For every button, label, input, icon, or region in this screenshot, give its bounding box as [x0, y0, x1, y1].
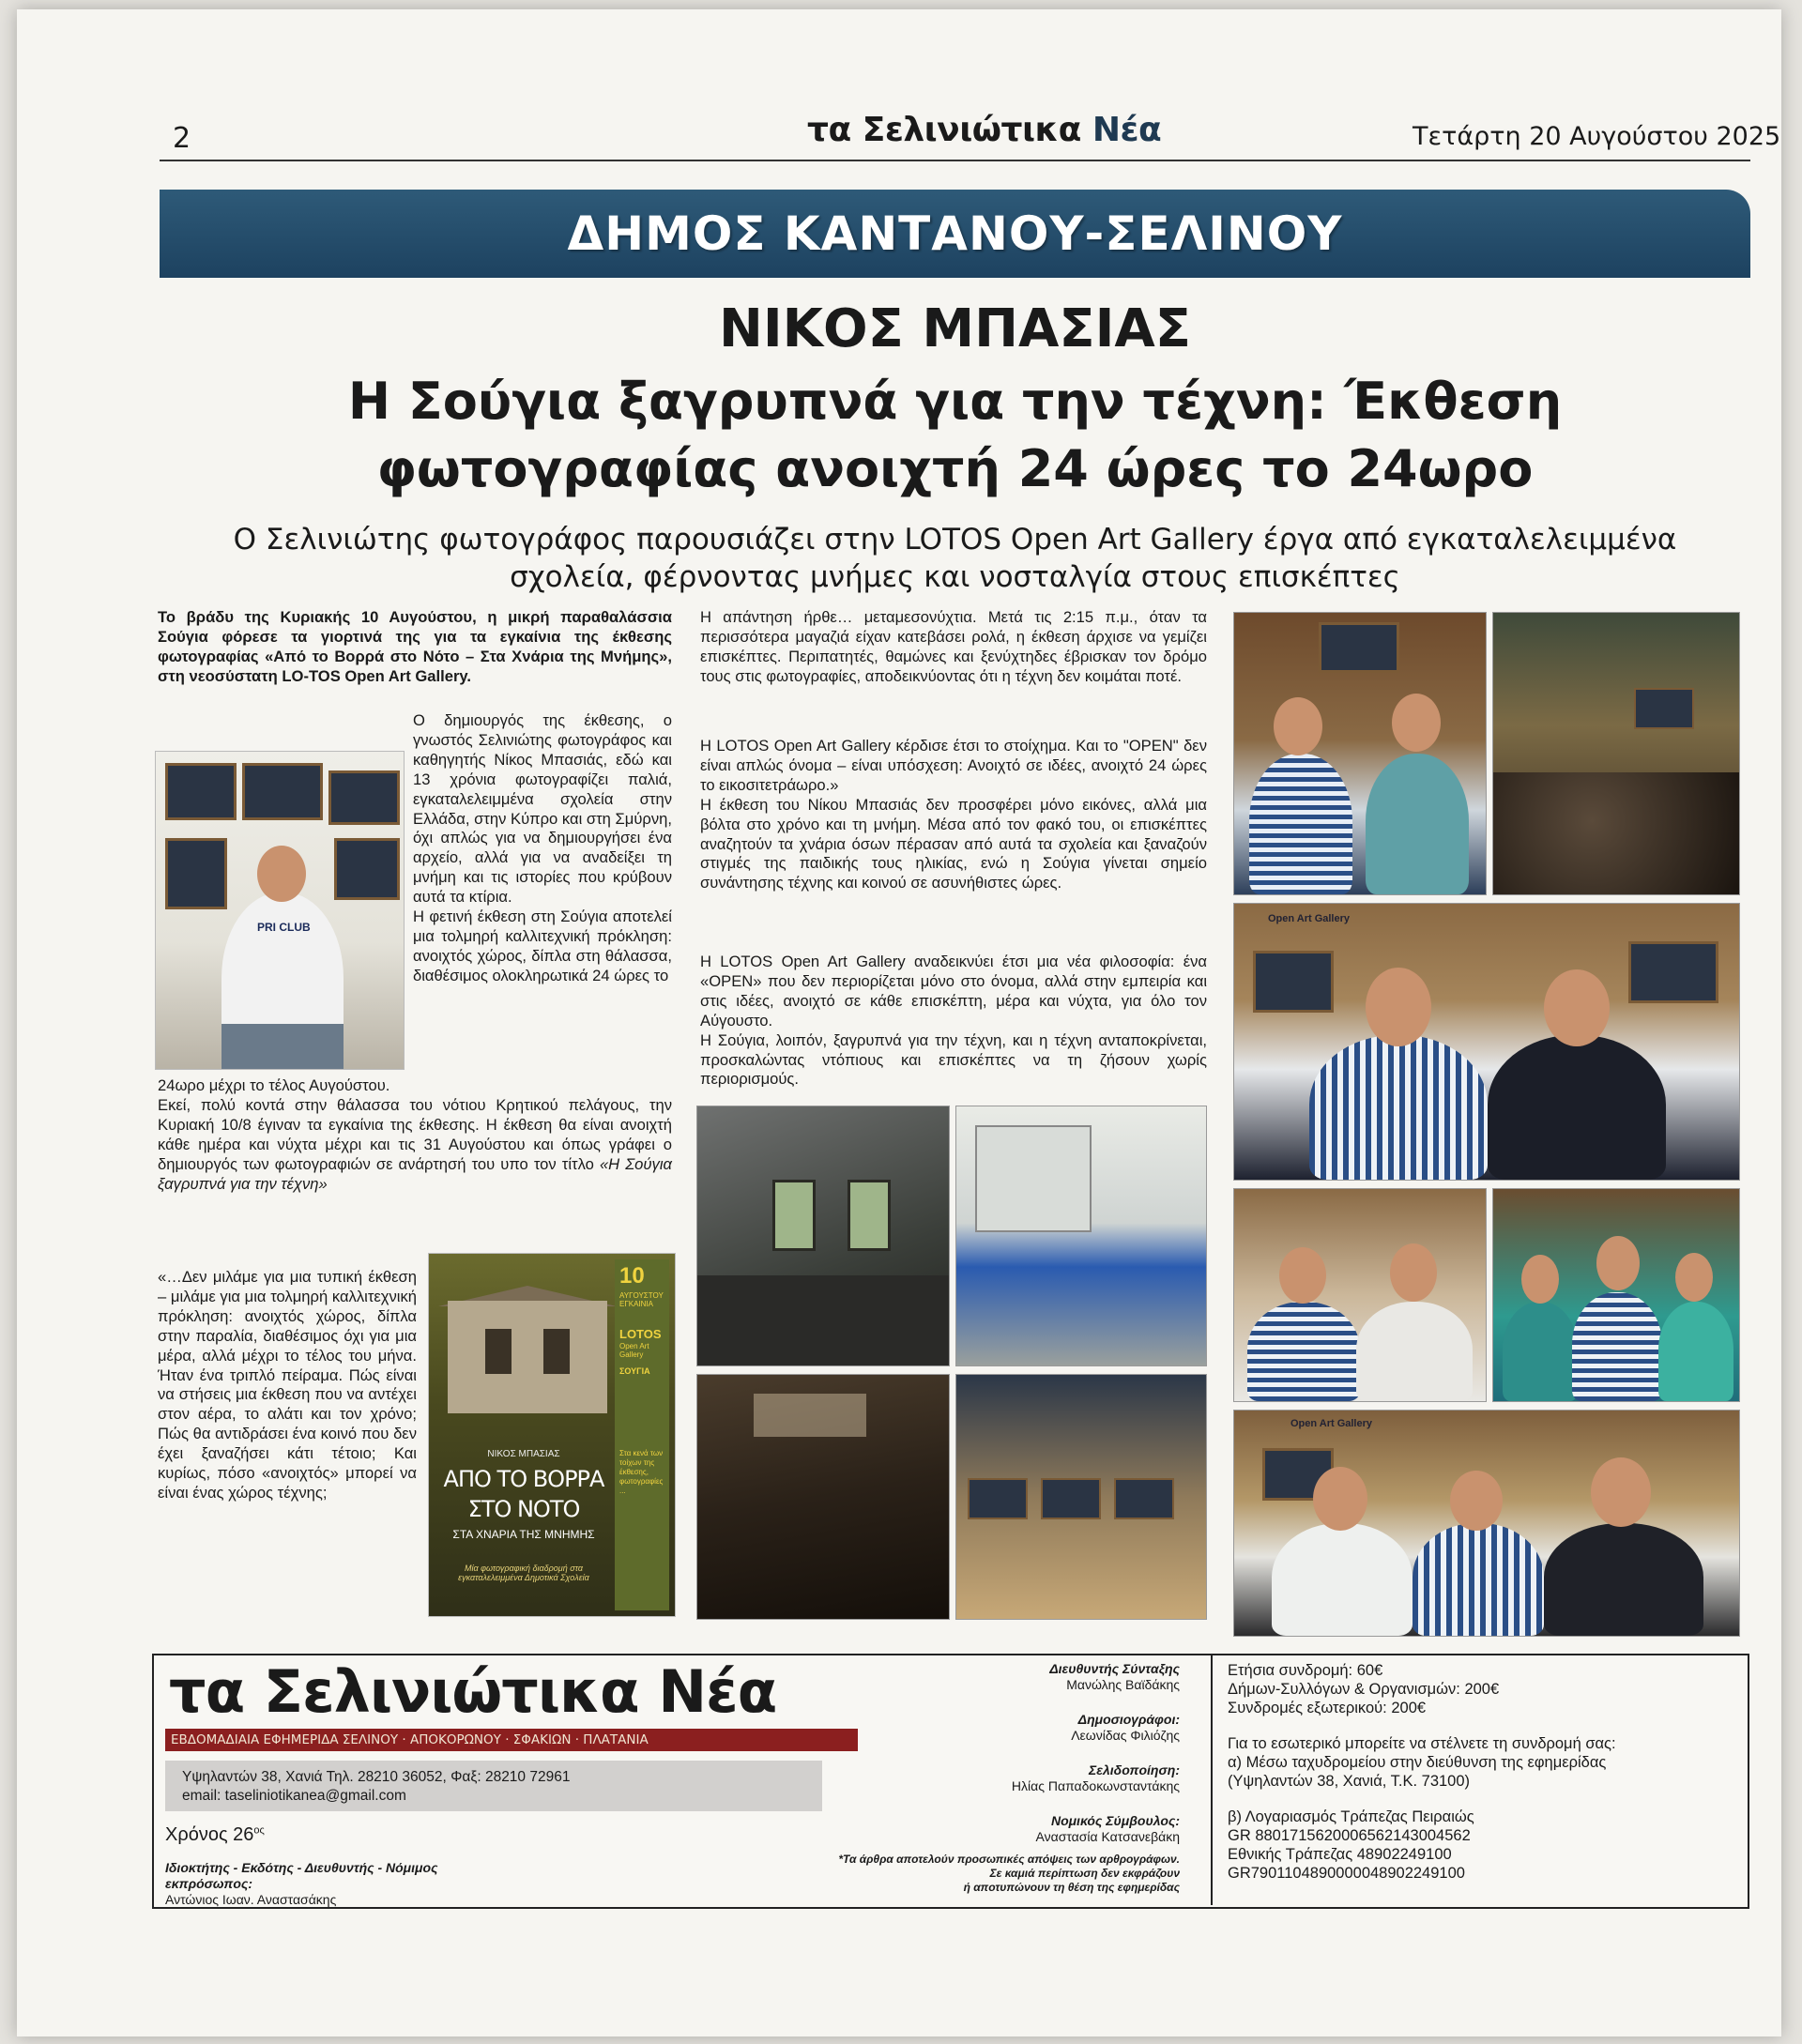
- quoted-title: «Η Σούγια ξαγρυπνά για την τέχνη»: [158, 1154, 672, 1193]
- poster-side-panel: [615, 1259, 669, 1610]
- header-rule: [160, 160, 1750, 161]
- masthead-part1: τα Σελινιώτικα: [807, 111, 1092, 149]
- staff-role: Διευθυντής Σύνταξης: [1049, 1661, 1180, 1676]
- spacer: [1228, 1791, 1734, 1808]
- person-face: [1591, 1457, 1651, 1527]
- sub-option-b: β) Λογαριασμός Τράπεζας Πειραιώς: [1228, 1808, 1474, 1825]
- sub-domestic-intro: Για το εσωτερικό μπορείτε να στέλνετε τη συνδρομή σας:: [1228, 1735, 1616, 1752]
- colophon-owner: [165, 1860, 447, 1908]
- wall-frame: [334, 838, 400, 900]
- window: [485, 1329, 512, 1374]
- sub-iban-piraeus: GR 8801715620006562143004562: [1228, 1827, 1471, 1844]
- photo-crowd-night: [1492, 612, 1740, 895]
- article-headline: [160, 368, 1750, 503]
- owner-role: Ιδιοκτήτης - Εκδότης - Διευθυντής - Νόμιμος εκπρόσωπος:: [165, 1860, 438, 1891]
- poster-venue: LOTOS: [619, 1327, 662, 1341]
- window: [848, 1180, 891, 1251]
- floor-debris: [697, 1275, 949, 1365]
- wall-frame: [968, 1478, 1028, 1519]
- colophon-subscriptions: [1228, 1661, 1734, 1883]
- wall-frame: [165, 763, 237, 820]
- window: [772, 1180, 816, 1251]
- article-subhead: [141, 521, 1769, 596]
- colophon-email: email: taseliniotikanea@gmail.com: [182, 1788, 406, 1804]
- photo-photographer-in-gallery: [155, 751, 405, 1070]
- staff-name: Λεωνίδας Φιλιόζης: [1071, 1728, 1180, 1743]
- person-face: [1596, 1236, 1640, 1290]
- sub-orgs: Δήμων-Συλλόγων & Οργανισμών: 200€: [1228, 1681, 1500, 1698]
- poster-school-building: [448, 1301, 607, 1413]
- colophon-disclaimer: [807, 1853, 1180, 1895]
- staff-role: Νομικός Σύμβουλος:: [1050, 1813, 1180, 1828]
- gallery-sign: Open Art Gallery: [1290, 1418, 1373, 1429]
- photo-abandoned-classroom: [696, 1106, 950, 1366]
- poster-author: ΝΙΚΟΣ ΜΠΑΣΙΑΣ: [487, 1449, 560, 1459]
- window: [975, 1125, 1092, 1232]
- poster-town: ΣΟΥΓΙΑ: [619, 1366, 650, 1376]
- person-face: [1366, 968, 1431, 1046]
- sub-iban-national: GR7901104890000048902249100: [1228, 1865, 1465, 1882]
- owner-name: Αντώνιος Ιωαν. Αναστασάκης: [165, 1892, 337, 1907]
- wall-frame: [1319, 622, 1399, 673]
- sub-abroad: Συνδρομές εξωτερικού: 200€: [1228, 1700, 1427, 1716]
- photographer-face: [257, 846, 306, 902]
- subhead-line-2: σχολεία, φέρνοντας μνήμες και νοσταλγία στους επισκέπτες: [510, 560, 1400, 594]
- year-suffix: ος: [253, 1824, 265, 1837]
- sub-option-a: α) Μέσω ταχυδρομείου στην διεύθυνση της εφημερίδας: [1228, 1754, 1607, 1771]
- person: [1488, 1035, 1666, 1180]
- staff-role: Δημοσιογράφοι:: [1077, 1712, 1180, 1727]
- sub-option-a-address: (Υψηλαντών 38, Χανιά, Τ.Κ. 73100): [1228, 1773, 1471, 1790]
- issue-date: Τετάρτη 20 Αυγούστου 2025: [1413, 122, 1781, 151]
- staff-entry: [845, 1762, 1180, 1794]
- staff-role: Σελιδοποίηση:: [1089, 1762, 1180, 1777]
- paragraph: Ο δημιουργός της έκθεσης, ο γνωστός Σελινιώτης φωτογράφος και καθηγητής Νίκος Μπασιάς, εδώ και 13 χρόνια φωτογραφίζει παλιά, εγκαταλελειμμένα σχολεία στην Ελλάδα, στην Κύπρο και στη Σμύρνη, όχι απλώς για να δημιουργήσει ένα αρχείο, αλλά για να αναδείξει τη μνήμη και τις ιστορίες που κρύβουν αυτά τα κτίρια.: [413, 711, 672, 907]
- wall-frame: [1041, 1478, 1101, 1519]
- paragraph: Η LOTOS Open Art Gallery αναδεικνύει έτσι μια νέα φιλοσοφία: ένα «OPEN» που δεν περιορίζεται μόνο στο όνομα, αλλά στην εμπειρία και στις ιδέες, ανοιχτό σε κάθε επισκέπτη, μέρα και νύχτα, για όλο τον Αύγουστο.: [700, 953, 1207, 1030]
- photo-two-men-smiling: [1233, 1188, 1487, 1402]
- staff-entry: [845, 1813, 1180, 1845]
- poster-title-line3: ΣΤΑ ΧΝΑΡΙΑ ΤΗΣ ΜΝΗΜΗΣ: [452, 1528, 595, 1541]
- person: [1413, 1523, 1544, 1636]
- masthead-part2: Νέα: [1092, 111, 1162, 149]
- window-light: [754, 1394, 866, 1437]
- person: [1503, 1302, 1578, 1401]
- person: [1247, 1302, 1360, 1401]
- person: [1544, 1523, 1703, 1636]
- window: [543, 1329, 570, 1374]
- photo-two-men-gallery: [1233, 612, 1487, 895]
- spacer: [1228, 1717, 1734, 1734]
- subhead-line-1: Ο Σελινιώτης φωτογράφος παρουσιάζει στην LOTOS Open Art Gallery έργα από εγκαταλελειμμένα: [233, 523, 1677, 557]
- person-face: [1675, 1253, 1713, 1302]
- staff-entry: [845, 1712, 1180, 1744]
- colophon-masthead: τα Σελινιώτικα Νέα: [169, 1657, 777, 1726]
- section-title: ΔΗΜΟΣ ΚΑΝΤΑΝΟΥ-ΣΕΛΙΝΟΥ: [567, 206, 1343, 261]
- person: [1272, 1523, 1413, 1636]
- photo-two-men-handshake: [1233, 903, 1740, 1181]
- wall-frame: [1114, 1478, 1174, 1519]
- person-face: [1313, 1467, 1367, 1531]
- colophon-address-box: [165, 1761, 822, 1811]
- page-number: 2: [173, 122, 191, 155]
- person: [1356, 1302, 1473, 1401]
- staff-name: Ηλίας Παπαδοκωνσταντάκης: [1011, 1778, 1180, 1793]
- person-face: [1392, 694, 1441, 752]
- column2-paragraph: [700, 737, 1207, 893]
- column2-paragraph: Η απάντηση ήρθε… μεταμεσονύχτια. Μετά τις 2:15 π.μ., όταν τα περισσότερα μαγαζιά είχαν κατεβάσει ρολά, η έκθεση άρχισε να γεμίζει επισκέπτες. Περιπατητές, θαμώνες και ξενύχτηδες έβρισκαν τον δρόμο τους στις φωτογραφίες, αποδεικνύοντας ότι η τέχνη δεν κοιμάται ποτέ.: [700, 608, 1207, 685]
- colophon-year: [165, 1824, 265, 1846]
- person: [1366, 754, 1469, 894]
- photo-gallery-wall: [955, 1374, 1207, 1620]
- column1-full-text: [158, 1076, 672, 1194]
- person: [1658, 1302, 1733, 1401]
- poster-side-text: Στα κενά των τοίχων της έκθεσης, φωτογραφίες ...: [619, 1449, 664, 1495]
- wall-frame: [165, 838, 227, 909]
- paragraph: Η έκθεση του Νίκου Μπασιάς δεν προσφέρει μόνο εικόνες, αλλά μια βόλτα στο χρόνο και τη μνήμη. Μέσα από τον φακό του, οι επισκέπτες αναζητούν τα χνάρια όσων πέρασαν από αυτά τα σχολεία και ξαναζούν στιγμές της παιδικής τους ηλικίας, ενώ η Σούγια γίνεται σημείο συνάντησης τέχνης και κοινού σε ασυνήθιστες ώρες.: [700, 795, 1207, 892]
- person-face: [1279, 1247, 1326, 1304]
- wall-frame: [242, 763, 323, 820]
- person: [1249, 754, 1352, 894]
- sub-bank-national: Εθνικής Τράπεζας 48902249100: [1228, 1846, 1452, 1863]
- paragraph: Η LOTOS Open Art Gallery κέρδισε έτσι το στοίχημα. Και το "OPEN" δεν είναι απλώς όνομα – είναι υπόσχεση: Ανοιχτό σε ιδέες, ανοιχτό 24 ώρες το εικοσιτετράωρο.»: [700, 737, 1207, 794]
- person-face: [1450, 1471, 1503, 1531]
- poster-venue-sub: Open Art Gallery: [619, 1342, 649, 1359]
- person-face: [1521, 1255, 1559, 1304]
- jeans: [221, 1024, 344, 1069]
- wall-frame: [328, 770, 400, 825]
- column2-paragraph: [700, 953, 1207, 1090]
- disclaimer-line: ή αποτυπώνουν τη θέση της εφημερίδας: [963, 1881, 1180, 1894]
- photo-blue-wall-room: [955, 1106, 1207, 1366]
- paragraph-text: Εκεί, πολύ κοντά στην θάλασσα του νότιου Κρητικού πελάγους, την Κυριακή 10/8 έγιναν τα εγκαίνια της έκθεσης. Η έκθεση θα είναι ανοιχτή κάθε ημέρα και νύχτα μέχρι και τις 31 Αυγούστου και όπως γράφει ο δημιουργός των φωτογραφιών σε ανάρτησή του υπο τον τίτλο: [158, 1095, 672, 1173]
- colophon-tagline: ΕΒΔΟΜΑΔΙΑΙΑ ΕΦΗΜΕΡΙΔΑ ΣΕΛΙΝΟΥ · ΑΠΟΚΟΡΩΝΟΥ · ΣΦΑΚΙΩΝ · ΠΛΑΤΑΝΙΑ: [165, 1729, 858, 1751]
- wall-frame: [1628, 941, 1718, 1003]
- colophon-address: Υψηλαντών 38, Χανιά Τηλ. 28210 36052, Φαξ: 28210 72961: [182, 1769, 571, 1785]
- staff-entry: [845, 1661, 1180, 1693]
- paragraph: 24ωρο μέχρι το τέλος Αυγούστου.: [158, 1076, 390, 1094]
- poster-footer-text: Μία φωτογραφική διαδρομή στα εγκαταλελειμμένα Δημοτικά Σχολεία: [458, 1564, 589, 1582]
- photo-dark-classroom: [696, 1374, 950, 1620]
- sub-annual: Ετήσια συνδρομή: 60€: [1228, 1662, 1383, 1679]
- person: [1572, 1292, 1662, 1401]
- column1-quote: «…Δεν μιλάμε για μια τυπική έκθεση – μιλάμε για μια τολμηρή καλλιτεχνική πρόκληση: ανοιχτός χώρος, δίπλα στην παραλία, διαθέσιμος όχι για μια μέρα, αλλά μέχρι το τέλος του μήνα. Ήταν ένα τριπλό πείραμα. Πώς είναι να στήσεις μια έκθεση που να αντέχει στον αέρα, το αλάτι και τον χρόνο; Πώς θα αντιδράσει ένα κοινό που δεν έχει ξαναζήσει κάτι τέτοιο; Και κυρίως, πόσο «ανοιχτός» μπορεί να είναι ένας χώρος τέχνης;: [158, 1268, 417, 1502]
- poster-title-line2: ΣΤΟ ΝΟΤΟ: [467, 1496, 580, 1522]
- person: [1309, 1035, 1488, 1180]
- crowd: [1493, 772, 1739, 894]
- shirt-logo: PRI CLUB: [257, 921, 311, 934]
- poster-date-number: 10: [619, 1263, 645, 1289]
- headline-line-1: Η Σούγια ξαγρυπνά για την τέχνη: Έκθεση: [347, 372, 1563, 431]
- column1-side-text: [413, 711, 672, 986]
- staff-name: Μανώλης Βαϊδάκης: [1066, 1677, 1180, 1692]
- paragraph: [158, 1096, 672, 1195]
- poster-date-text: ΑΥΓΟΥΣΤΟΥ ΕΓΚΑΙΝΙΑ: [619, 1291, 664, 1308]
- person-face: [1390, 1243, 1437, 1302]
- paragraph: Η φετινή έκθεση στη Σούγια αποτελεί μια τολμηρή καλλιτεχνική πρόκληση: ανοιχτός χώρος, δίπλα στη θάλασσα, διαθέσιμος ολοκληρωτικά 24 ώρες το: [413, 908, 672, 984]
- gallery-sign: Open Art Gallery: [1268, 913, 1351, 924]
- wall-frame: [1634, 688, 1694, 729]
- section-banner: [160, 190, 1750, 278]
- headline-line-2: φωτογραφίας ανοιχτή 24 ώρες το 24ωρο: [376, 439, 1534, 498]
- photo-three-people: [1492, 1188, 1740, 1402]
- disclaimer-line: Σε καμιά περίπτωση δεν εκφράζουν: [989, 1867, 1180, 1880]
- paragraph: Η Σούγια, λοιπόν, ξαγρυπνά για την τέχνη, και η τέχνη ανταποκρίνεται, προσκαλώντας ντόπιους και επισκέπτες να τη ζήσουν χωρίς περιορισμούς.: [700, 1030, 1207, 1089]
- colophon-divider: [1211, 1654, 1213, 1905]
- colophon-staff: [845, 1661, 1180, 1864]
- masthead: [807, 111, 1161, 149]
- poster-title-line1: ΑΠΟ ΤΟ ΒΟΡΡΑ: [443, 1466, 604, 1492]
- staff-name: Αναστασία Κατσανεβάκη: [1035, 1829, 1180, 1844]
- article-kicker: ΝΙΚΟΣ ΜΠΑΣΙΑΣ: [718, 298, 1192, 359]
- photo-three-men: [1233, 1410, 1740, 1637]
- person-face: [1544, 969, 1610, 1046]
- person-face: [1274, 697, 1322, 755]
- disclaimer-line: *Τα άρθρα αποτελούν προσωπικές απόψεις των αρθρογράφων.: [838, 1853, 1180, 1866]
- exhibition-poster: [428, 1253, 676, 1617]
- wall-frame: [1253, 951, 1334, 1013]
- year-text: Χρόνος 26: [165, 1824, 254, 1845]
- article-lead: Το βράδυ της Κυριακής 10 Αυγούστου, η μικρή παραθαλάσσια Σούγια φόρεσε τα γιορτινά της για τα εγκαίνια της έκθεσης φωτογραφίας «Από το Βορρά στο Νότο – Στα Χνάρια της Μνήμης», στη νεοσύστατη LO-TOS Open Art Gallery.: [158, 608, 672, 685]
